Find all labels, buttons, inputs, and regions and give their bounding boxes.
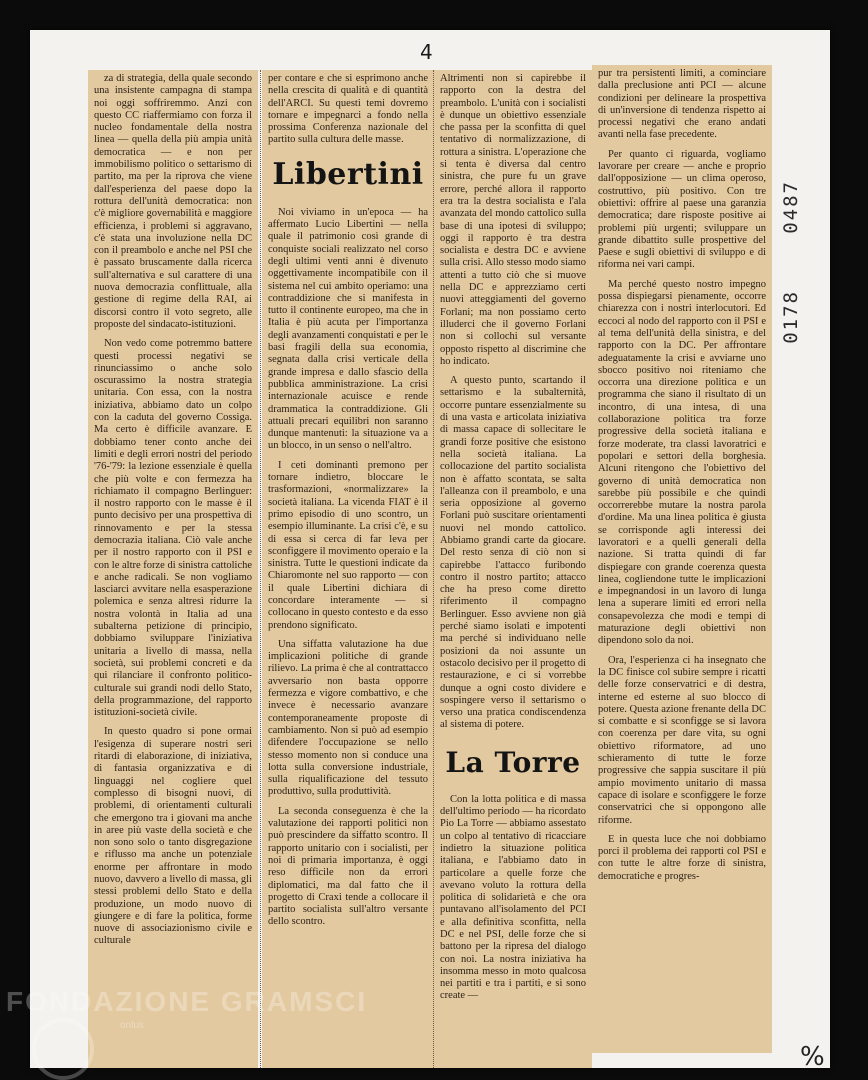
col2-paragraph: Una siffatta valutazione ha due implicazioni politiche di grande rilievo. La prima è che al contrattacco avversario non basta opporre fermezza e vigore combattivo, e che invece è necessario avanzare contemporaneamente proposte di cambiamento. Non si può ad esempio difendere l'occupazione se nello stesso momento non si conduce una lotta sulla conversione industriale, sulla riqualificazione del tessuto produttivo, sulla produttività. xyxy=(268,638,428,798)
col4-paragraph: Ora, l'esperienza ci ha insegnato che la DC finisce col subire sempre i ricatti delle forze conservatrici e di destra, interne ed esterne al suo blocco di potere. Questa azione frenante della DC si combatte e si sconfigge se si lavora con coerenza per dare vita, su ogni obiettivo riformatore, ad uno schieramento di tutte le forze progressive che sappia suscitare il più ampio movimento unitario di massa capace di isolare e sconfiggere le forze conservatrici che si oppongono alle riforme. xyxy=(598,654,766,826)
col3-paragraph: A questo punto, scartando il settarismo e la subalternità, occorre puntare essenzialmente su di una vasta e articolata iniziativa di massa capace di sollecitare le grandi forze positive che esistono nella società italiana. La collocazione del partito socialista non è affatto scontata, se salta l'alleanza con il preambolo, e una seria opposizione al governo Forlani può suscitare orientamenti nuovi nel mondo cattolico. Abbiamo grandi carte da giocare. Del resto senza di ciò non si capirebbe l'attacco furibondo contro il nostro partito; attacco che ha preso come diretto riferimento il compagno Berlinguer. Esso avviene non già perché siamo isolati e impotenti ma perché si individuano nelle posizioni da noi assunte un ostacolo decisivo per il progetto di restaurazione, e ci si vorrebbe dunque a ogni costo dividere e sospingere verso il settarismo o verso una pratica condiscendenza al sistema di potere. xyxy=(440,375,586,731)
col1-paragraph: za di strategia, della quale secondo una insistente campagna di stampa noi oggi soffriremmo. Anzi con questo CC riaffermiamo con forza il nucleo fondamentale della nostra linea — quella della più ampia unità democratica — e non per immobilismo politico o settarismo di partito, ma per la riprova che viene dall'esperienza del paese dopo la rottura dell'unità democratica: non c'è migliore governabilità e maggiore efficienza, i problemi si aggravano, c'è stata una involuzione nella DC con il preambolo e anche nel PSI che è passato bruscamente dalla ricerca sull'alternativa e sul carattere di una nuova democrazia conflittuale, alla gestione di regime della RAI, ai discorsi contro il voto segreto, alle proposte del sindacato-istituzioni. xyxy=(94,73,252,330)
watermark-sub: onlus xyxy=(120,1020,144,1031)
headline-la-torre: La Torre xyxy=(445,745,581,779)
col3-paragraph: Con la lotta politica e di massa dell'ultimo periodo — ha ricordato Pio La Torre — abbiamo assestato un colpo al tentativo di ricacciare indietro la situazione politica italiana, e l'abbiamo dato in particolare a quelle forze che avevano voluto la rottura della politica di solidarietà e che ora puntavano all'isolamento del PCI e alla definitiva sconfitta, nella DC e nel PSI, delle forze che si battono per la ripresa del dialogo con noi. La nostra iniziativa ha insomma messo in moto qualcosa nei partiti e tra i partiti, e si sono create — xyxy=(440,793,586,1002)
archive-sheet xyxy=(30,30,830,1072)
col2-paragraph: La seconda conseguenza è che la valutazione dei rapporti politici non può prescindere da siffatto scontro. Il rapporto unitario con i socialisti, per noi di primaria importanza, è oggi reso difficile non da errori diplomatici, ma dal fatto che il progetto di Craxi tende a collocare il partito socialista sull'altro versante dello scontro. xyxy=(268,805,428,928)
col4-paragraph: pur tra persistenti limiti, a cominciare dalla preclusione anti PCI — alcune condizioni per delineare la prospettiva di un'inversione di tendenza rispetto ai processi negativi che erano andati avanti nella fase precedente. xyxy=(598,68,766,141)
archive-stamp: 0487 xyxy=(780,180,802,234)
headline-libertini: Libertini xyxy=(272,156,424,192)
col2-paragraph: I ceti dominanti premono per tornare indietro, bloccare le trasformazioni, «normalizzare» la società italiana. La vicenda FIAT è il primo episodio di uno scontro, un esempio illuminante. La crisi c'è, e su di essa si cerca di far leva per sconfiggere il movimento operaio e la sinistra. Tutte le questioni indicate da Chiaromonte nel suo rapporto — con il quale Libertini dichiara di concordare interamente — si collocano in questo contesto e da esso prendono significato. xyxy=(268,459,428,631)
clipping-column-4 xyxy=(592,65,772,1053)
col2-paragraph: Noi viviamo in un'epoca — ha affermato Lucio Libertini — nella quale il patrimonio così grande di conquiste sociali realizzato nel corso degli ultimi venti anni è divenuto oggettivamente incompatibile con il sistema nel cui ambito operiamo: una contraddizione che si manifesta in tutto il continente europeo, ma che in Italia è più acuta per l'importanza degli avanzamenti conquistati e per le basi fragili della sua economia, segnata dalla crisi verticale della grande impresa e dallo sfascio della pubblica amministrazione. La crisi internazionale acuisce e rende drammatica la contraddizione. Gli attuali precari equilibri non saranno dunque mantenuti: la situazione va a un blocco, in un senso o nell'altro. xyxy=(268,206,428,452)
archive-stamp: 0178 xyxy=(780,290,802,344)
clipping-column-2 xyxy=(262,70,434,1068)
column-divider xyxy=(260,70,261,1068)
col4-paragraph: Ma perché questo nostro impegno possa dispiegarsi pienamente, occorre chiarezza con i nostri interlocutori. Ed eccoci al nodo del rapporto con il PSI e al tema dell'unità della sinistra, e del rapporto con la DC. Per affrontare adeguatamente la crisi e avviarne uno sbocco positivo noi riteniamo che occorra una direzione politica e un programma che siano il risultato di un incontro, di una intesa, di una collaborazione politica tra forze progressive della società italiana e forze moderate, tra classi lavoratrici e popolari e settori della borghesia. Alcuni ritengono che l'obiettivo del governo di unità democratica non sarebbe più possibile e che quindi occorrerebbe mutare la nostra parola d'ordine. Ma una linea politica è giusta se corrisponde agli interessi dei lavoratori e a quelli generali della nazione. Si tratta quindi di far dispiegare con grande coerenza questa linea, cogliendone tutte le implicazioni e impegnandosi in un lavoro di lunga lena a superare limiti ed errori nella consapevolezza che modi e tempi di maturazione degli obiettivi non dipendono solo da noi. xyxy=(598,278,766,647)
page-number: 4 xyxy=(420,40,433,64)
col1-paragraph: In questo quadro si pone ormai l'esigenza di superare nostri seri ritardi di elaborazione, di iniziativa, di fantasia organizzativa e di linguaggi nel cogliere quel complesso di bisogni nuovi, di problemi, di orientamenti culturali che emergono tra i giovani ma anche in aree più vaste della società e che non sono solo o tanto disgregazione e riflusso ma anche un potenziale enorme per affrontare in modo nuovo, davvero a livello di massa, gli stessi problemi dello Stato e della produzione, un modo nuovo di giungere e di fare la politica, forme nuove di associazionismo civile e culturale xyxy=(94,726,252,947)
col4-paragraph: Per quanto ci riguarda, vogliamo lavorare per creare — anche e proprio dall'opposizione — un clima operoso, costruttivo, più positivo. Con tre obiettivi: offrire al paese una garanzia democratica; dare risposte positive ai problemi più urgenti; sviluppare un grande dibattito sulle prospettive del Paese e sugli obiettivi di sviluppo e di riforma nei vari campi. xyxy=(598,148,766,271)
col3-paragraph: Altrimenti non si capirebbe il rapporto con la destra del preambolo. L'unità con i socialisti è dunque un obiettivo essenziale che passa per la sconfitta di quel tentativo di normalizzazione, di rottura a sinistra. L'operazione che si tenta è diversa dal centro sinistra, che pure fu un grave errore, perché allora il rapporto era tra la destra socialista e l'ala avanzata del mondo cattolico sulla base di una ipotesi di sviluppo; oggi il rapporto è tra destra socialista e destra DC e avviene sulla crisi. Allo stesso modo siamo attenti a tutto ciò che si muove nella DC e apprezziamo certi nuovi atteggiamenti del governo Forlani; ma non possiamo certo illuderci che il governo Forlani non si collochi sul versante opposto rispetto al discrimine che ho indicato. xyxy=(440,73,586,367)
col2-intro: per contare e che si esprimono anche nella crescita di qualità e di quantità dell'ARCI. Su questi temi dovremo tornare e impegnarci a fondo nella prossima Conferenza nazionale del partito sulla cultura delle masse. xyxy=(268,73,428,146)
corner-mark: % xyxy=(800,1042,825,1072)
watermark: FONDAZIONE GRAMSCI xyxy=(6,986,368,1017)
watermark-logo-icon xyxy=(32,1018,94,1080)
clipping-column-3 xyxy=(434,70,592,1068)
col1-paragraph: Non vedo come potremmo battere questi processi negativi se rinunciassimo o anche solo oscurassimo la nostra strategia unitaria. Con essa, con la nostra iniziativa, abbiamo dato un colpo con la caduta del governo Cossiga. Ma certo è difficile avanzare. E dobbiamo tener conto anche dei limiti e degli errori nostri del periodo '76-'79: la lezione essenziale è quella che più volte e con fermezza ha richiamato il compagno Berlinguer: il nostro rapporto con le masse è il punto decisivo per una prospettiva di rinnovamento e per la stessa democrazia italiana. Ciò vale anche per il nostro rapporto con il PSI e con le altre forze di sinistra cattoliche e anche radicali. Se non vogliamo lasciarci avvitare nella esasperazione polemica e senza altresì ridurre la nostra volontà in Italia ad una subalterna petizione di principio, dobbiamo sviluppare l'iniziativa unitaria a livello di massa, nella società, sui problemi concreti e da qui rilanciare il confronto politico-culturale sui grandi nodi dello Stato, della programmazione, del rapporto istituzioni-società civile. xyxy=(94,338,253,719)
col4-paragraph: E in questa luce che noi dobbiamo porci il problema dei rapporti col PSI e con tutte le altre forze di sinistra, democratiche e progres- xyxy=(598,833,766,882)
clipping-column-1 xyxy=(88,70,258,1068)
